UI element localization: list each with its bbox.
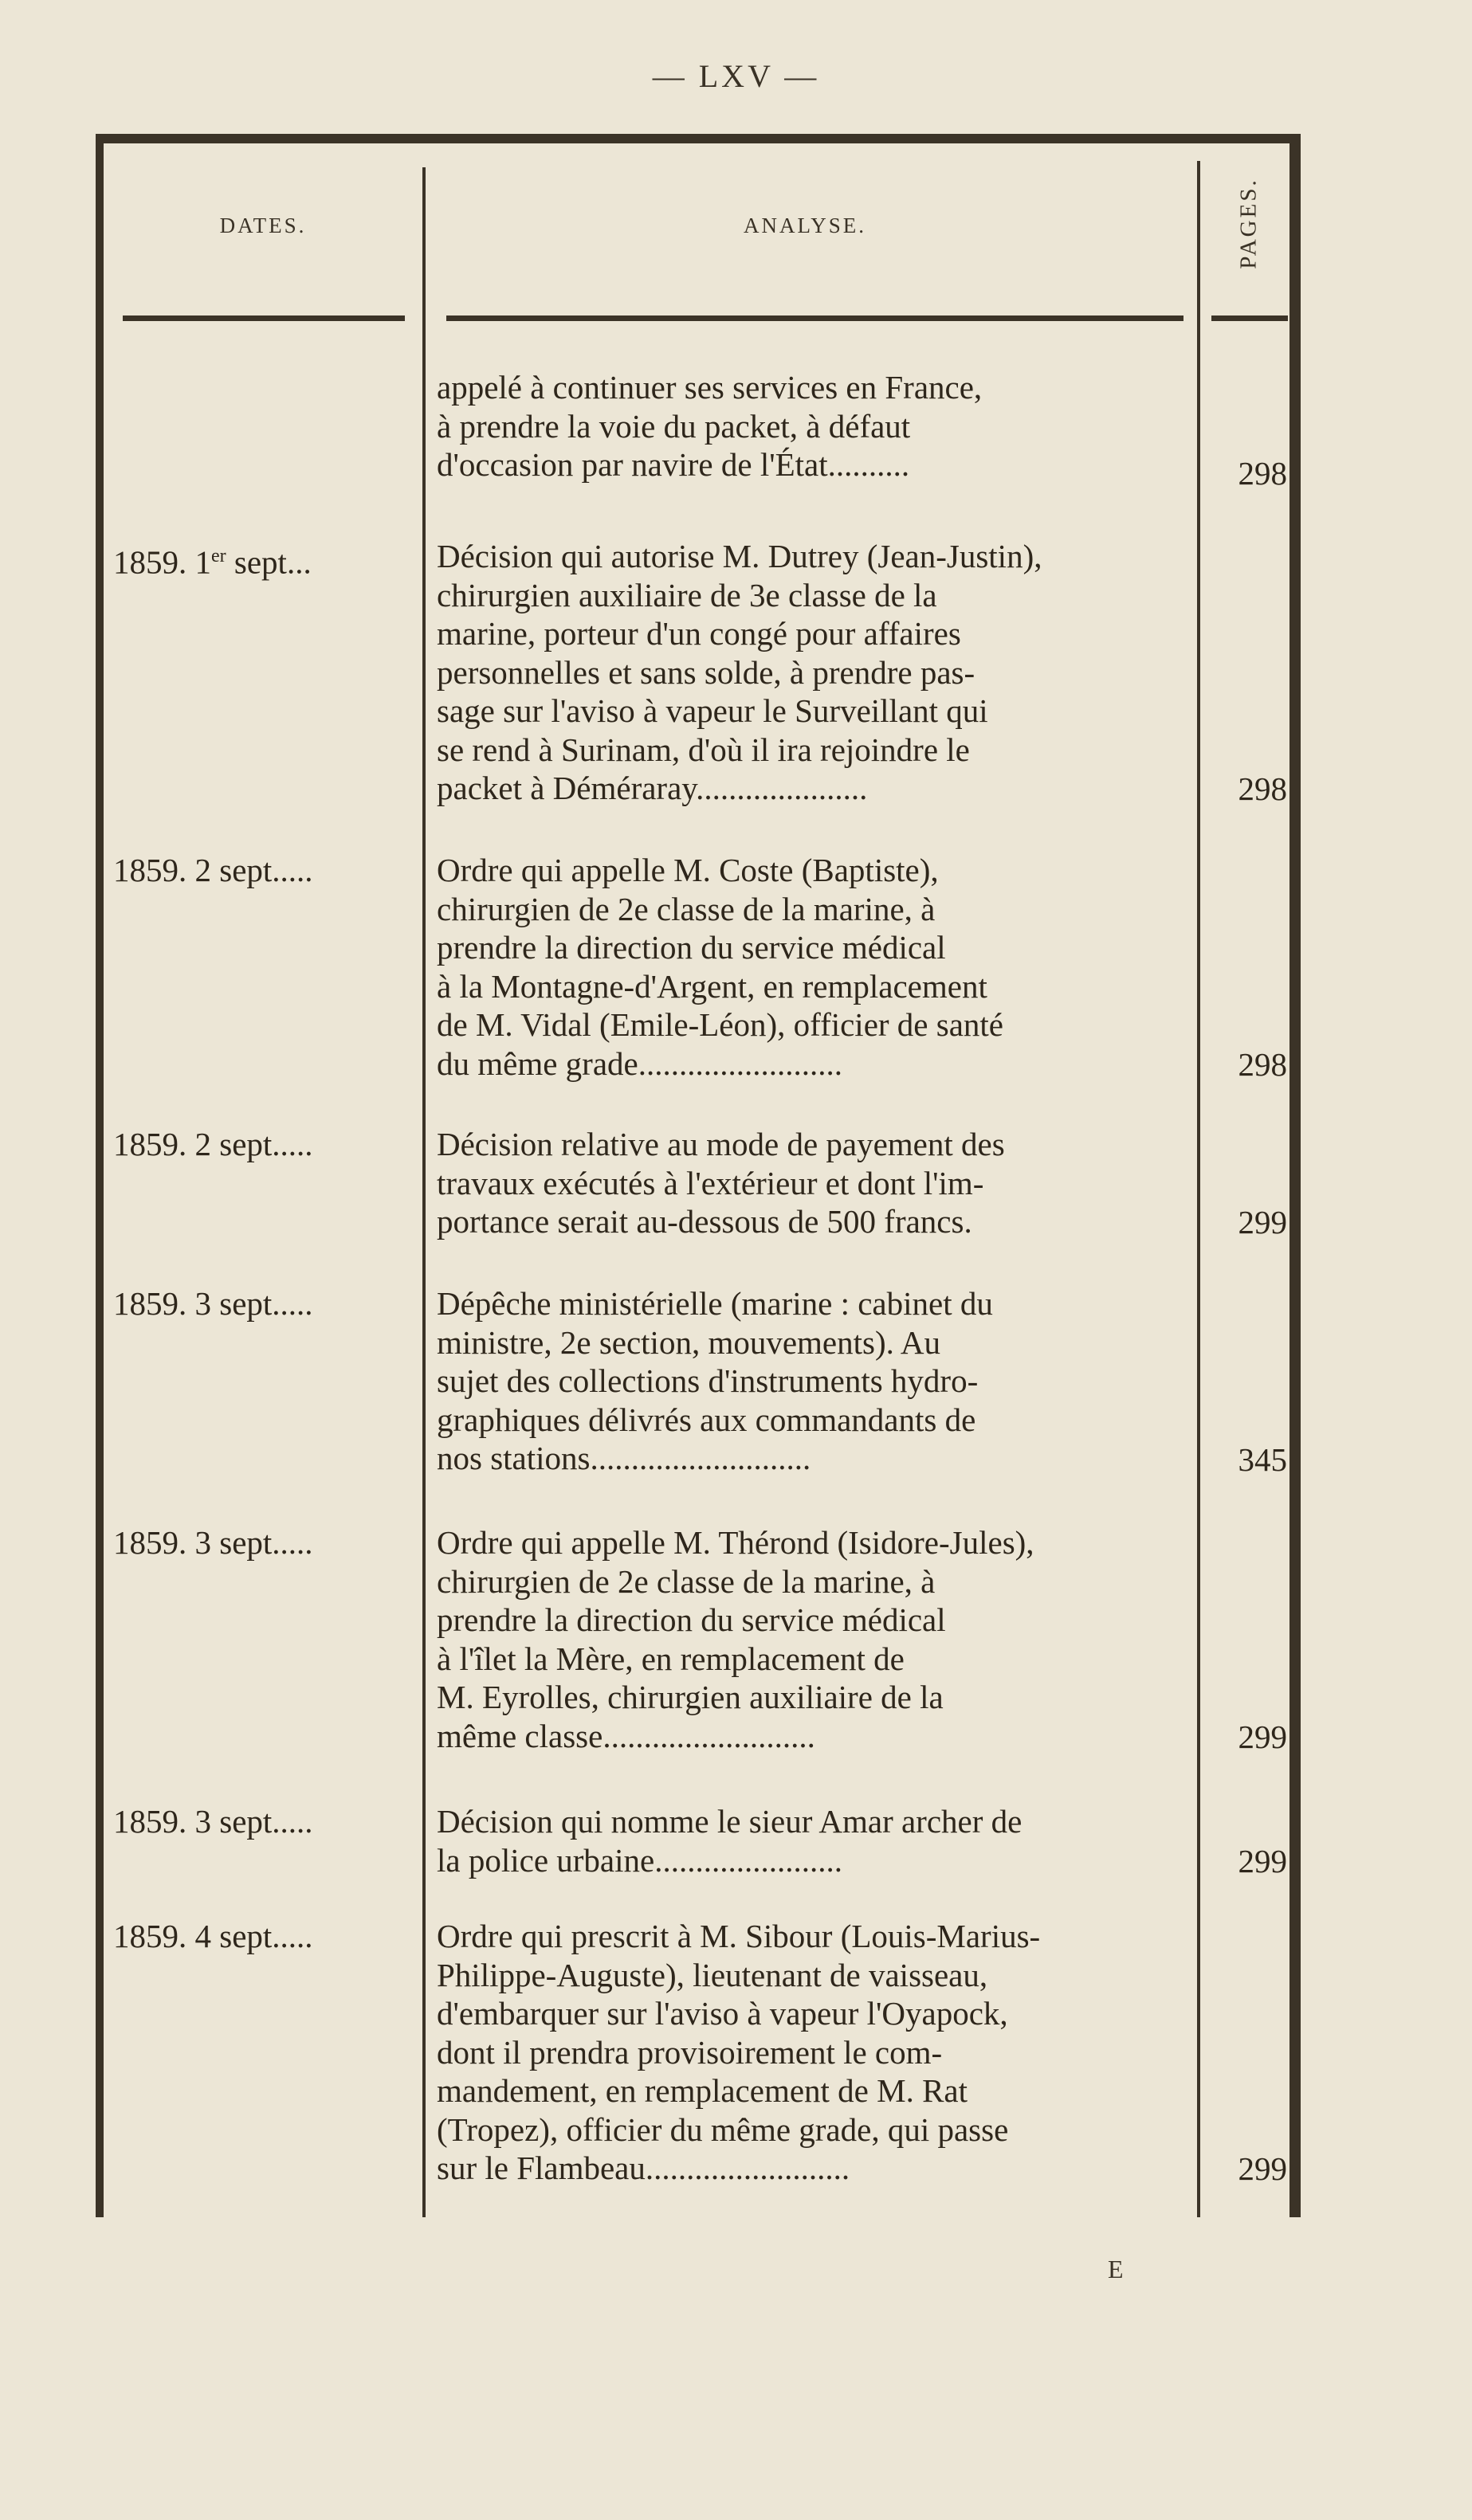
entry-date-day: 1 [194,543,211,581]
entry-page: 298 [1238,455,1287,492]
entry-analysis: appelé à continuer ses services en France, à prendre la voie du packet, à défaut d'occasion par navire de l'État.......... [437,369,983,483]
header-rule-pages [1211,315,1288,321]
entry-date: 1859. 3 sept..... [113,1803,313,1840]
entry-page: 298 [1238,770,1287,807]
entry-page: 299 [1238,1719,1287,1755]
entry-analysis: Décision relative au mode de payement des travaux exécutés à l'extérieur et dont l'im- portance serait au-dessous de 500 francs. [437,1126,1005,1240]
header-rule-analyse [446,315,1183,321]
entry-date-rest: sept... [226,543,312,581]
column-header-pages-label: PAGES. [1235,177,1262,269]
entry-date: 1859. 3 sept..... [113,1524,313,1561]
column-header-dates: DATES. [219,214,307,237]
column-header-pages [1205,163,1293,283]
entry-analysis: Ordre qui appelle M. Coste (Baptiste), chirurgien de 2e classe de la marine, à prendre la direction du service médical à la Montagne-d'Argent, en remplacement de M. Vidal (Emile-Léon), officier de santé du même grade......................... [437,852,1003,1082]
entry-date [113,537,432,582]
page-number-header: — LXV — [652,58,820,94]
entry-page: 299 [1238,1204,1287,1240]
entry-date: 1859. 4 sept..... [113,1918,313,1954]
column-header-analyse: ANALYSE. [743,214,867,237]
entry-page: 299 [1238,1843,1287,1879]
entry-date-sup: er [211,546,226,566]
header-rule-dates [123,315,405,321]
entry-date: 1859. 3 sept..... [113,1285,313,1322]
entry-page: 299 [1238,2150,1287,2187]
entry-date: 1859. 2 sept..... [113,852,313,888]
entry-page: 345 [1238,1441,1287,1478]
entry-analysis: Ordre qui appelle M. Thérond (Isidore-Jules), chirurgien de 2e classe de la marine, à prendre la direction du service médical à l'îlet la Mère, en remplacement de M. Eyrolles, chirurgien auxiliaire de la même classe.......................... [437,1524,1034,1754]
entry-analysis: Décision qui nomme le sieur Amar archer de la police urbaine....................... [437,1803,1023,1879]
entry-page: 298 [1238,1046,1287,1083]
entry-analysis: Décision qui autorise M. Dutrey (Jean-Justin), chirurgien auxiliaire de 3e classe de la marine, porteur d'un congé pour affaires personnelles et sans solde, à prendre pas- sage sur l'aviso à vapeur le Surveillant qui se rend à Surinam, d'où il ira rejoindre le packet à Déméraray..................... [437,538,1042,806]
entry-analysis: Dépêche ministérielle (marine : cabinet du ministre, 2e section, mouvements). Au sujet des collections d'instruments hydro- graphiques délivrés aux commandants de nos stations........................... [437,1285,993,1476]
entry-analysis: Ordre qui prescrit à M. Sibour (Louis-Marius- Philippe-Auguste), lieutenant de vaisseau, d'embarquer sur l'aviso à vapeur l'Oyapock, dont il prendra provisoirement le com- mandement, en remplacement de M. Rat (Tropez), officier du même grade, qui passe sur le Flambeau......................... [437,1918,1041,2186]
column-divider-dates [422,167,426,2217]
entry-date: 1859. 2 sept..... [113,1126,313,1162]
entry-date-year: 1859. [113,543,187,581]
signature-mark: E [1108,2255,1124,2283]
